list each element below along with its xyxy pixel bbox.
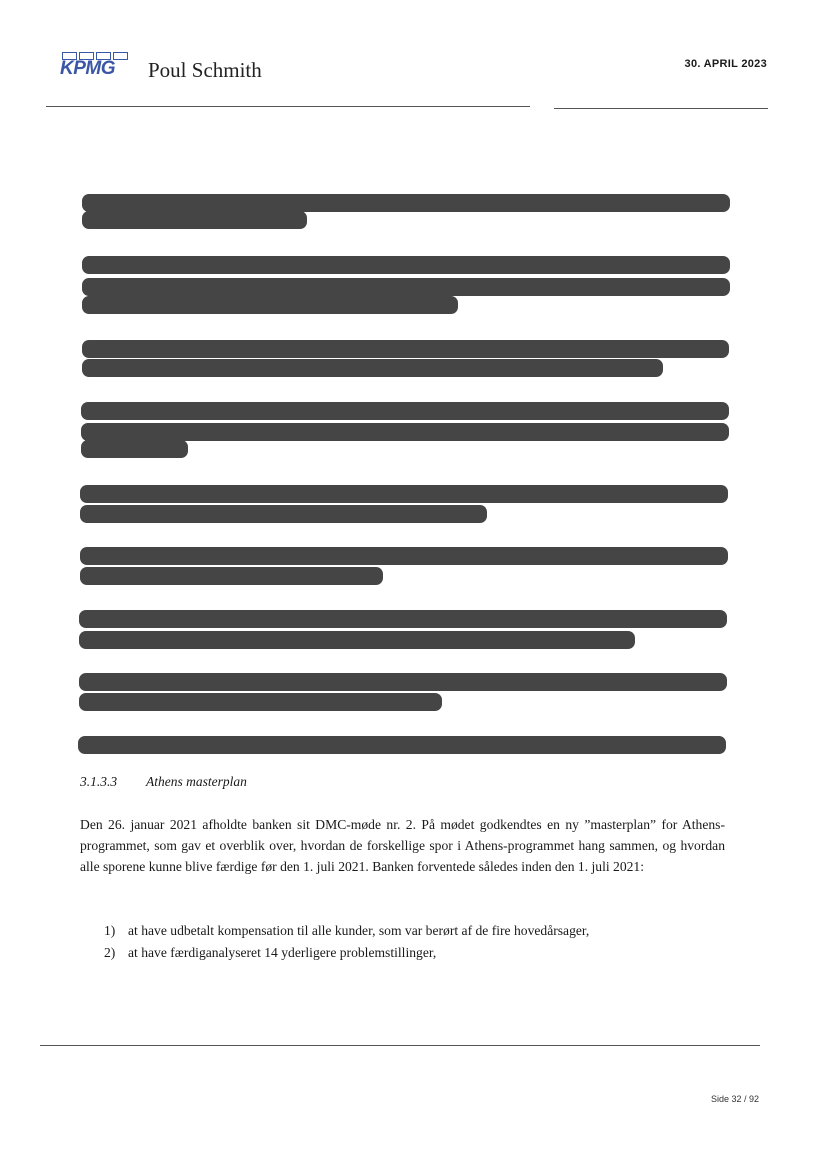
redaction-bar	[80, 485, 728, 503]
logo-text: KPMG	[60, 58, 115, 79]
redaction-bar	[81, 423, 729, 441]
redaction-bar	[82, 278, 730, 296]
list-item	[104, 942, 589, 964]
document-date: 30. APRIL 2023	[684, 58, 767, 70]
redaction-bar	[81, 402, 729, 420]
redaction-bar	[80, 567, 383, 585]
list-item-number: 1)	[104, 923, 116, 938]
redaction-bar	[80, 505, 487, 523]
redaction-bar	[79, 673, 727, 691]
numbered-list	[104, 920, 589, 964]
redaction-bar	[82, 194, 730, 212]
header-rule-right	[554, 108, 768, 109]
redaction-bar	[80, 547, 728, 565]
redaction-bar	[82, 256, 730, 274]
list-item-text: at have færdiganalyseret 14 yderligere problemstillinger,	[128, 945, 437, 960]
section-number: 3.1.3.3	[80, 774, 118, 789]
redaction-bar	[79, 693, 442, 711]
section-heading	[80, 774, 247, 790]
body-paragraph: Den 26. januar 2021 afholdte banken sit DMC-møde nr. 2. På mødet godkendtes en ny ”masterplan” for Athens-programmet, som gav et overblik over, hvordan de forskellige spor i Athens-programmet hang sammen, og hvordan alle sporene kunne blive færdige før den 1. juli 2021. Banken forventede således inden den 1. juli 2021:	[80, 817, 725, 874]
redaction-bar	[82, 359, 663, 377]
section-title: Athens masterplan	[146, 774, 247, 789]
list-item-text: at have udbetalt kompensation til alle kunder, som var berørt af de fire hovedårsager,	[128, 923, 590, 938]
redaction-bar	[82, 296, 458, 314]
redaction-bar	[79, 610, 727, 628]
kpmg-logo	[60, 52, 128, 82]
page-number: Side 32 / 92	[710, 1094, 759, 1104]
redaction-bar	[82, 211, 307, 229]
list-item	[104, 920, 589, 942]
redaction-bar	[79, 631, 635, 649]
list-item-number: 2)	[104, 945, 116, 960]
redaction-bar	[82, 340, 729, 358]
header-rule-left	[46, 106, 530, 107]
redaction-bar	[78, 736, 726, 754]
redaction-bar	[81, 440, 188, 458]
footer-rule	[40, 1045, 760, 1046]
firm-name: Poul Schmith	[148, 58, 262, 82]
